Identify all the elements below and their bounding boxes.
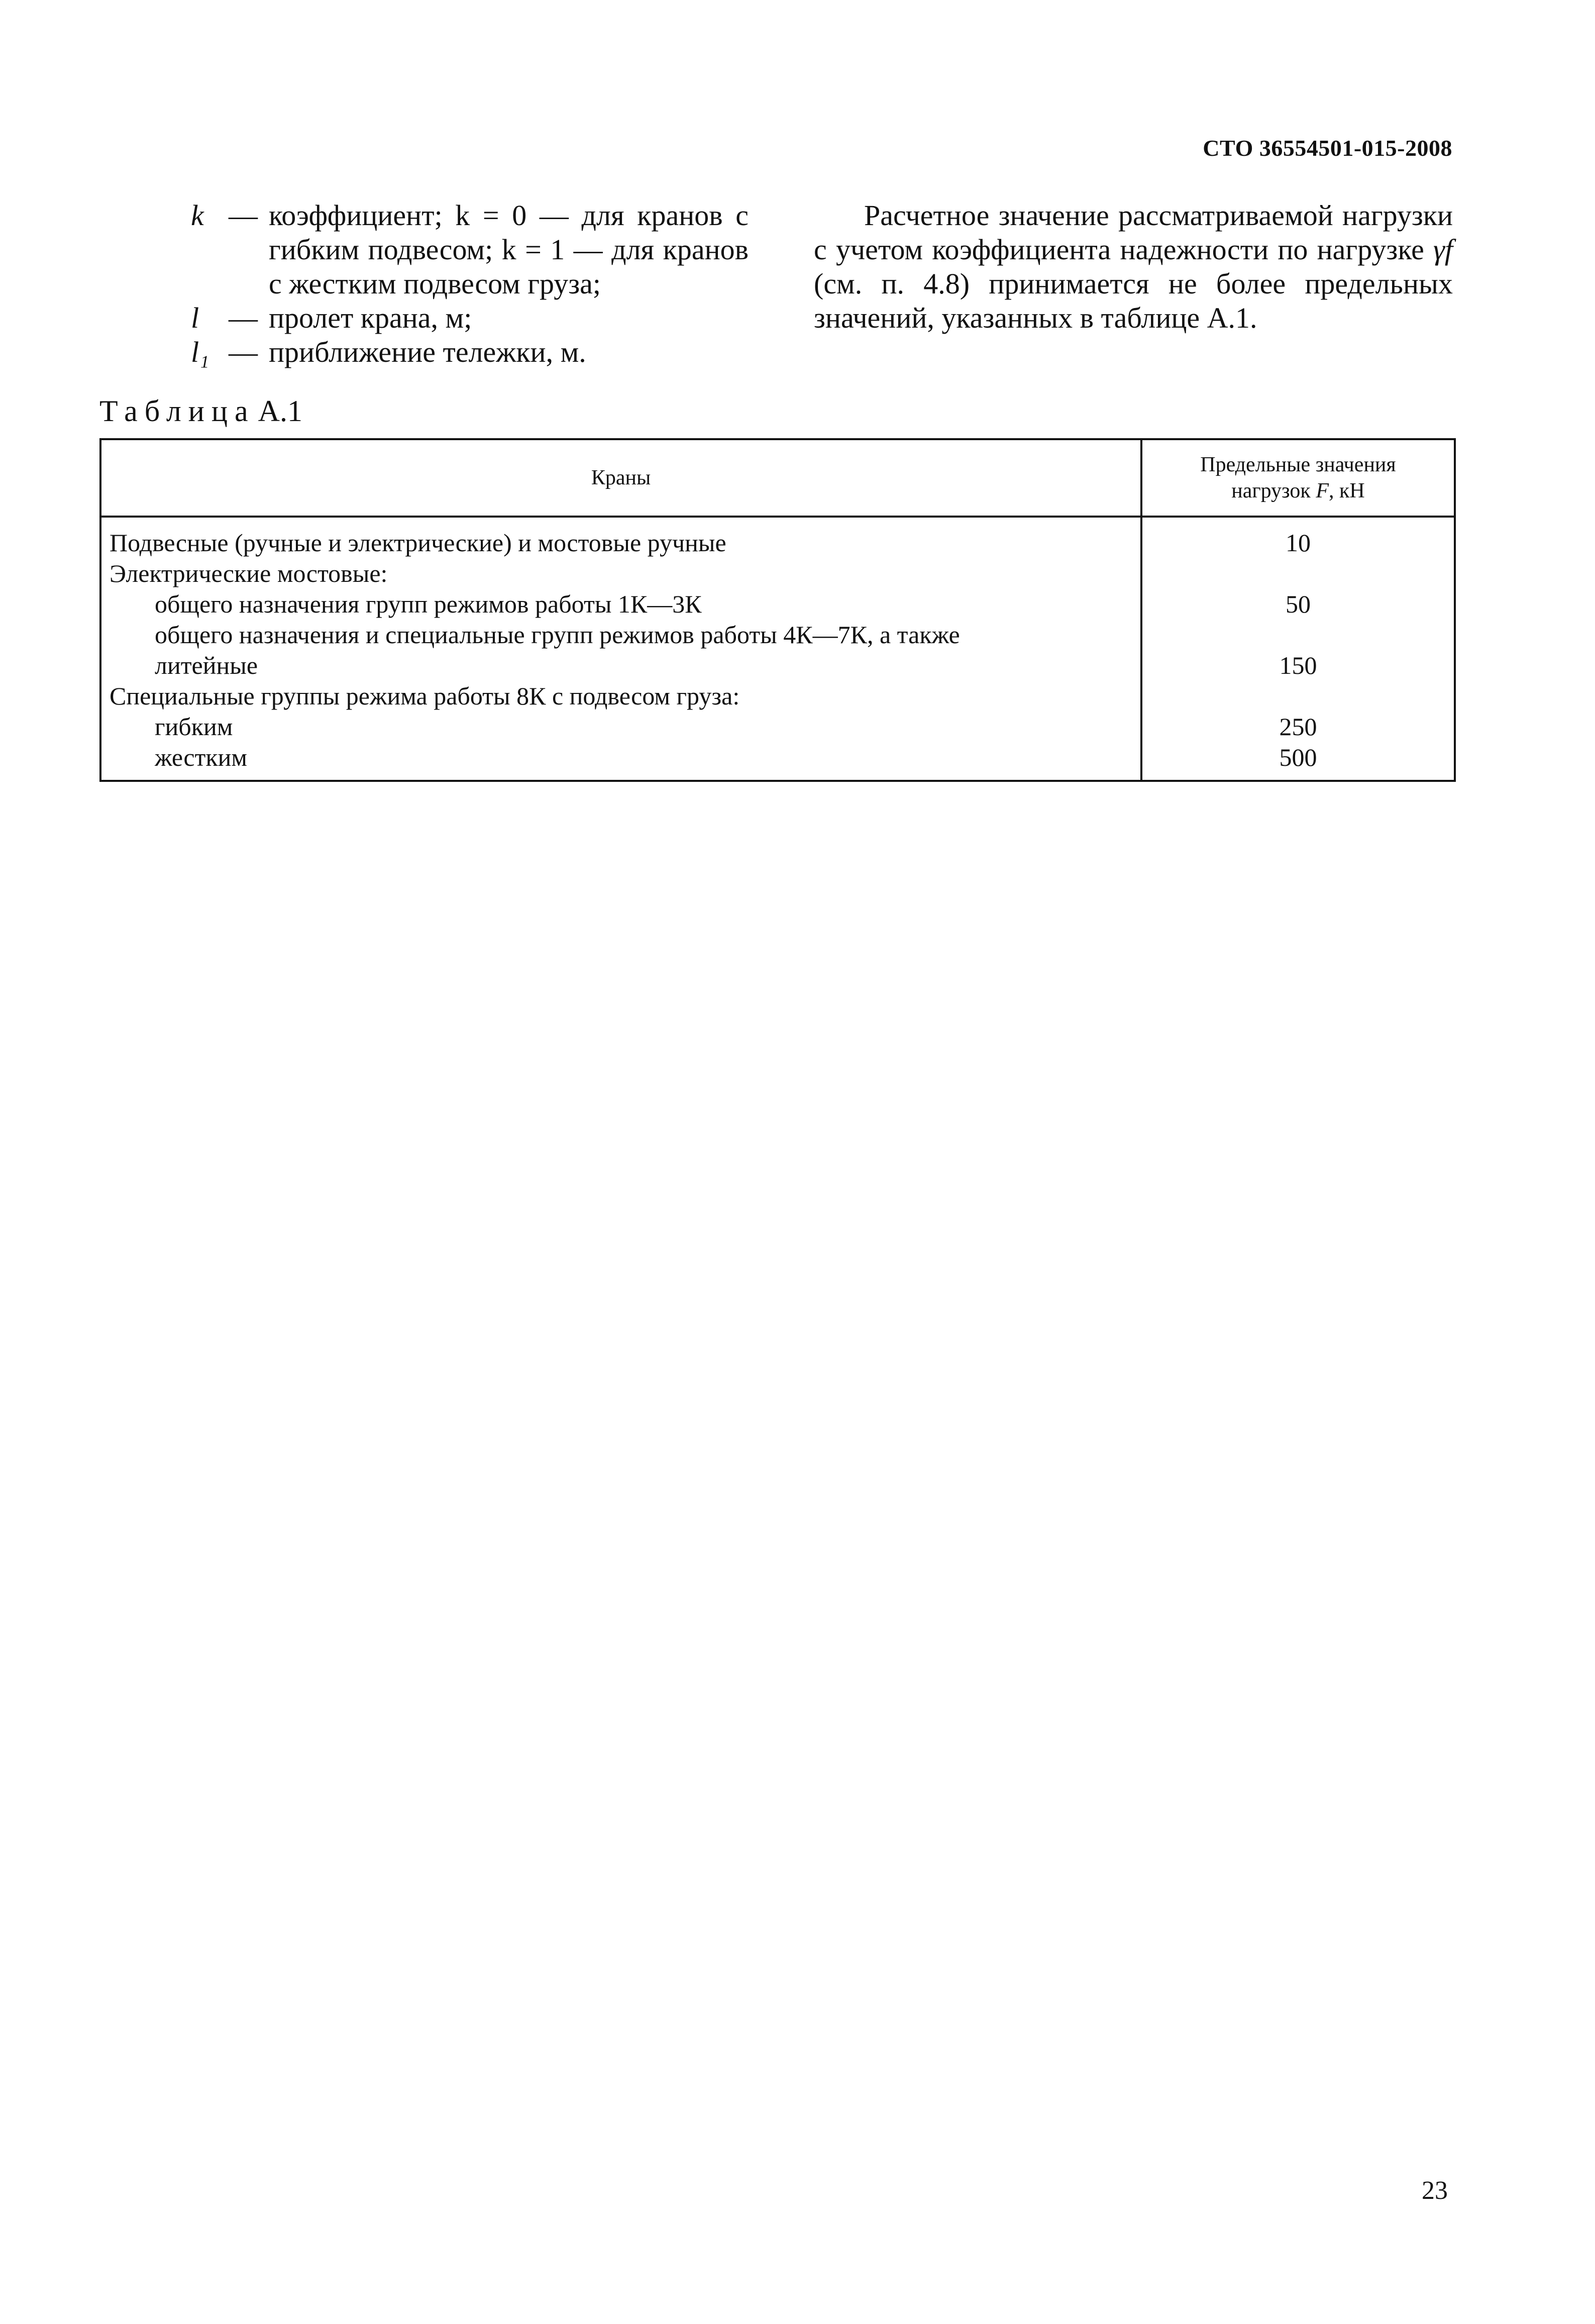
- legend-dash: —: [229, 301, 258, 334]
- page-number: 23: [1422, 2176, 1448, 2205]
- header-limit-line2: [1200, 478, 1396, 504]
- header-limit-F: F: [1316, 479, 1329, 502]
- table-row-value: 10: [1286, 529, 1311, 557]
- table-row-name: жестким: [155, 743, 248, 771]
- header-limit-values: [1142, 440, 1454, 516]
- gamma-symbol: γf: [1433, 233, 1453, 266]
- document-code: СТО 36554501-015-2008: [1203, 135, 1452, 161]
- table-caption: [99, 394, 302, 429]
- table-caption-label: Таблица: [99, 394, 255, 428]
- legend-symbol: l₁: [191, 336, 209, 368]
- legend-text: пролет крана, м;: [269, 301, 472, 334]
- design-value-paragraph: [814, 198, 1453, 335]
- table-row-value: [1142, 558, 1454, 589]
- legend-row-k: [191, 198, 749, 301]
- table-row-value: 50: [1286, 590, 1311, 618]
- legend-row-l1: [191, 335, 749, 369]
- legend-text: приближение тележки, м.: [269, 336, 586, 368]
- symbol-legend: [191, 198, 749, 369]
- limit-values-column: [1142, 518, 1454, 780]
- legend-row-l: [191, 301, 749, 335]
- header-limit-line1: Предельные значения: [1200, 453, 1396, 476]
- header-cranes: Краны: [101, 440, 1142, 516]
- table-row-value: [1142, 681, 1454, 712]
- paragraph-text-after: (см. п. 4.8) принимается не более предельных значений, указанных в таблице А.1.: [814, 267, 1453, 334]
- table-caption-number: А.1: [258, 394, 302, 428]
- table-row-value: 150: [1279, 651, 1317, 679]
- legend-symbol: l: [191, 301, 199, 334]
- table-row-value: [1142, 620, 1454, 650]
- table-row-value: 250: [1279, 713, 1317, 741]
- header-limit-prefix: нагрузок: [1231, 479, 1316, 502]
- legend-symbol: k: [191, 199, 204, 232]
- crane-names-column: [101, 518, 1142, 780]
- table-row-value: 500: [1279, 743, 1317, 771]
- header-limit-suffix: , кН: [1328, 479, 1365, 502]
- limit-loads-table: [99, 438, 1456, 782]
- table-row-name: Специальные группы режима работы 8К с подвесом груза:: [110, 682, 740, 710]
- table-row-name: общего назначения и специальные групп режимов работы 4К—7К, а также: [155, 621, 960, 649]
- legend-dash: —: [229, 199, 258, 232]
- legend-text: коэффициент; k = 0 — для кранов с гибким подвесом; k = 1 — для кранов с жестким подвесом груза;: [269, 199, 749, 300]
- table-row-name: гибким: [155, 713, 233, 741]
- legend-dash: —: [229, 336, 258, 368]
- table-row-name: общего назначения групп режимов работы 1К—3К: [155, 590, 702, 618]
- table-header-row: [101, 440, 1454, 518]
- table-row-name: Подвесные (ручные и электрические) и мостовые ручные: [110, 529, 726, 557]
- table-body: [101, 518, 1454, 780]
- paragraph-text-before: Расчетное значение рассматриваемой нагрузки с учетом коэффициента надежности по нагрузке: [814, 199, 1453, 266]
- table-row-name: литейные: [155, 651, 258, 679]
- table-row-name: Электрические мостовые:: [110, 559, 388, 587]
